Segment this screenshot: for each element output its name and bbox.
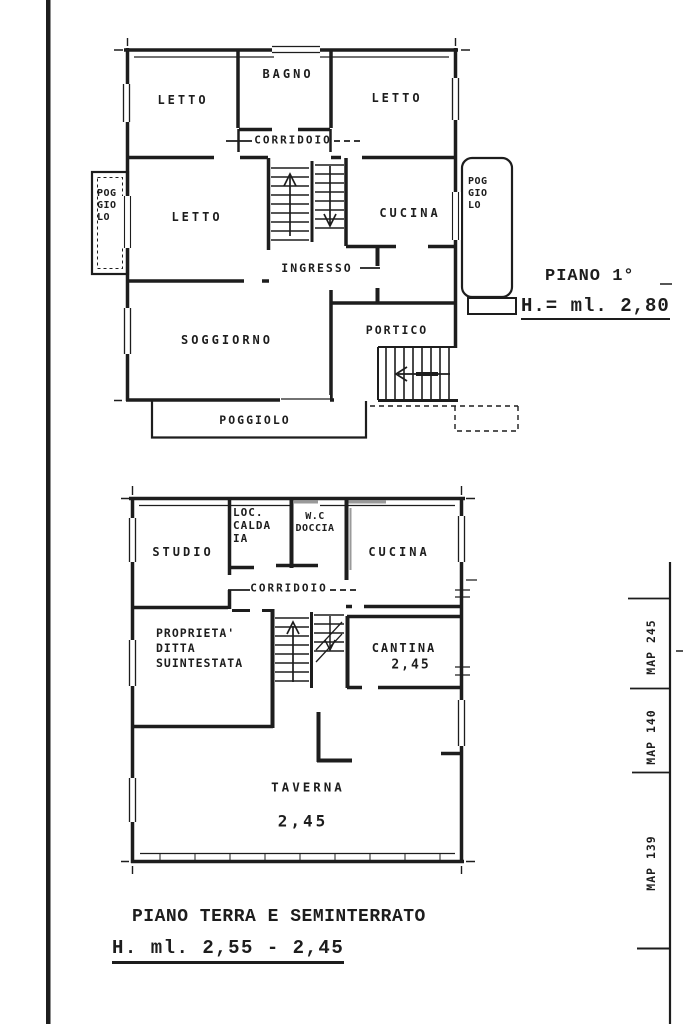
room-label-corridoio-f1: CORRIDOIO — [254, 133, 332, 147]
label-line: SUINTESTATA — [156, 655, 244, 670]
label-line: CALDA — [233, 518, 272, 532]
room-label-wc-doccia — [291, 511, 339, 535]
cantina-height-value: 2,45 — [391, 657, 431, 673]
room-label-studio: STUDIO — [152, 545, 214, 559]
room-label-letto-w: LETTO — [171, 210, 223, 224]
room-label-bagno: BAGNO — [262, 67, 314, 81]
label-line: GIO — [97, 199, 117, 211]
taverna-height-value: 2,45 — [277, 811, 329, 831]
label-line: GIO — [468, 187, 488, 199]
label-line: IA — [233, 531, 249, 545]
room-label-poggiolo-balcone: POGGIOLO — [219, 413, 291, 427]
floor1-plan — [92, 38, 518, 438]
room-label-taverna: TAVERNA — [271, 779, 345, 795]
floor0-caption-title: PIANO TERRA E SEMINTERRATO — [132, 907, 426, 927]
label-line: LO — [468, 199, 482, 211]
label-line: DITTA — [156, 640, 196, 655]
label-line: PROPRIETA' — [156, 626, 236, 640]
room-label-soggiorno: SOGGIORNO — [180, 333, 274, 347]
map-label-245: MAP 245 — [644, 619, 658, 675]
label-line: LO — [97, 211, 111, 223]
room-label-cucina-f1: CUCINA — [379, 206, 441, 220]
room-label-poggiolo-right — [468, 176, 488, 211]
room-label-cucina-f0: CUCINA — [368, 545, 430, 559]
label-line: W.C — [305, 511, 325, 522]
room-label-letto-nw: LETTO — [157, 93, 209, 107]
floor1-caption-height: H.= ml. 2,80 — [521, 295, 670, 320]
room-label-proprieta — [156, 626, 243, 671]
room-label-poggiolo-left — [97, 188, 117, 223]
room-label-loc-caldaia — [233, 507, 271, 546]
floor1-caption-title: PIANO 1° — [545, 267, 635, 286]
room-label-portico: PORTICO — [365, 323, 429, 337]
floor0-caption-height: H. ml. 2,55 - 2,45 — [112, 937, 344, 964]
label-line: LOC. — [233, 506, 264, 519]
map-label-139: MAP 139 — [644, 835, 658, 891]
room-label-ingresso: INGRESSO — [281, 261, 353, 275]
page-rule-left — [46, 0, 51, 1024]
label-line: POG — [468, 176, 488, 187]
room-label-letto-ne: LETTO — [371, 91, 423, 105]
label-line: DOCCIA — [295, 522, 335, 534]
room-label-cantina: CANTINA — [371, 641, 437, 655]
room-label-corridoio-f0: CORRIDOIO — [250, 581, 328, 595]
label-line: POG — [97, 188, 117, 199]
map-label-140: MAP 140 — [644, 709, 658, 765]
